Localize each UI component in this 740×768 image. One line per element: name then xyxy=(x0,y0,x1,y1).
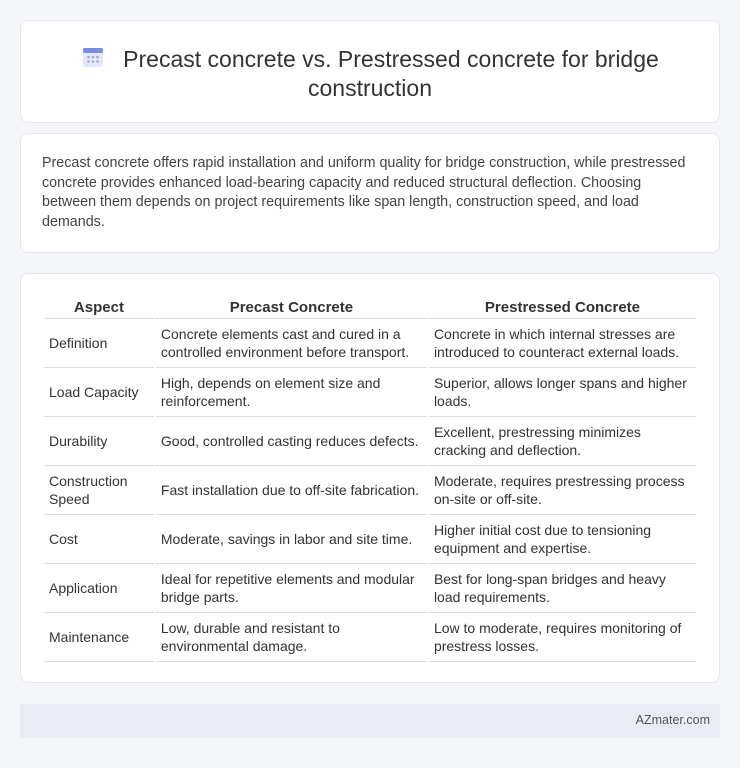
aspect-cell: Maintenance xyxy=(44,613,154,662)
table-row xyxy=(44,368,696,417)
precast-cell: High, depends on element size and reinforcement. xyxy=(156,368,427,417)
aspect-cell: Load Capacity xyxy=(44,368,154,417)
table-row xyxy=(44,564,696,613)
precast-cell: Concrete elements cast and cured in a controlled environment before transport. xyxy=(156,319,427,368)
table-row xyxy=(44,319,696,368)
prestressed-cell: Superior, allows longer spans and higher loads. xyxy=(429,368,696,417)
prestressed-cell: Higher initial cost due to tensioning equipment and expertise. xyxy=(429,515,696,564)
prestressed-cell: Low to moderate, requires monitoring of prestress losses. xyxy=(429,613,696,662)
summary-card xyxy=(20,133,720,253)
prestressed-cell: Excellent, prestressing minimizes cracking and deflection. xyxy=(429,417,696,466)
table-row xyxy=(44,613,696,662)
aspect-cell: Definition xyxy=(44,319,154,368)
comparison-table xyxy=(42,294,698,662)
aspect-cell: Construction Speed xyxy=(44,466,154,515)
title-row xyxy=(21,45,719,103)
header-aspect: Aspect xyxy=(44,294,154,319)
table-row xyxy=(44,417,696,466)
page-title: Precast concrete vs. Prestressed concrete for bridge construction xyxy=(123,46,659,101)
precast-cell: Moderate, savings in labor and site time. xyxy=(156,515,427,564)
precast-cell: Low, durable and resistant to environmental damage. xyxy=(156,613,427,662)
aspect-cell: Durability xyxy=(44,417,154,466)
precast-cell: Ideal for repetitive elements and modular bridge parts. xyxy=(156,564,427,613)
precast-cell: Good, controlled casting reduces defects. xyxy=(156,417,427,466)
summary-text: Precast concrete offers rapid installation and uniform quality for bridge construction, while prestressed concrete provides enhanced load-bearing capacity and reduced structural deflection. Choosing between them depends on project requirements like span length, construction speed, and load demands. xyxy=(42,155,686,230)
header-precast: Precast Concrete xyxy=(156,294,427,319)
header-prestressed: Prestressed Concrete xyxy=(429,294,696,319)
footer-bar xyxy=(20,704,720,738)
comparison-card xyxy=(20,273,720,683)
title-card xyxy=(20,20,720,123)
calendar-icon xyxy=(81,45,105,69)
aspect-cell: Cost xyxy=(44,515,154,564)
table-row xyxy=(44,515,696,564)
footer-brand[interactable]: AZmater.com xyxy=(635,713,710,727)
prestressed-cell: Best for long-span bridges and heavy load requirements. xyxy=(429,564,696,613)
prestressed-cell: Moderate, requires prestressing process on-site or off-site. xyxy=(429,466,696,515)
table-row xyxy=(44,466,696,515)
table-header-row xyxy=(44,294,696,319)
precast-cell: Fast installation due to off-site fabrication. xyxy=(156,466,427,515)
prestressed-cell: Concrete in which internal stresses are introduced to counteract external loads. xyxy=(429,319,696,368)
aspect-cell: Application xyxy=(44,564,154,613)
